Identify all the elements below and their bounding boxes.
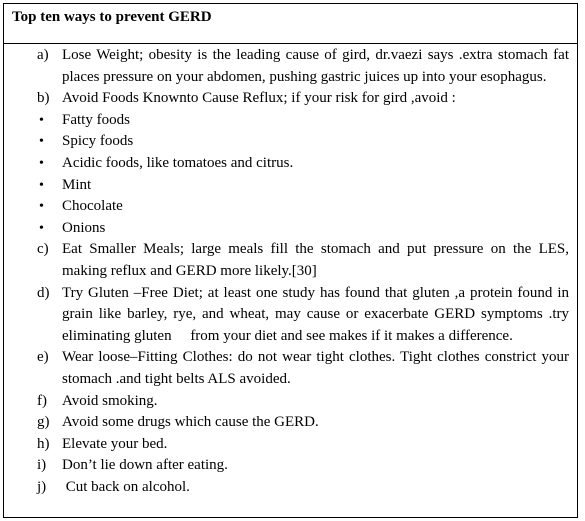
list-item-text: Cut back on alcohol. <box>62 478 190 495</box>
list-item-g <box>4 412 569 434</box>
list-marker: j) <box>37 478 47 495</box>
list-item-h <box>4 434 569 456</box>
table-body <box>4 44 577 498</box>
list-marker: f) <box>37 392 47 409</box>
bullet-icon: • <box>39 177 44 193</box>
list-item-text: Onions <box>62 219 106 236</box>
list-item-text: Spicy foods <box>62 133 134 150</box>
list-item-text: Lose Weight; obesity is the leading cause of gird, dr.vaezi says .extra stomach fat places pressure on your abdomen, pushing gastric juices up into your esophagus. <box>62 47 569 85</box>
list-item-text: Avoid Foods Knownto Cause Reflux; if your risk for gird ,avoid : <box>62 90 456 107</box>
list-item-text: Fatty foods <box>62 111 130 128</box>
list-marker: h) <box>37 435 50 452</box>
bullet-item-mint <box>4 175 569 197</box>
list-item-i <box>4 455 569 477</box>
list-item-text: Mint <box>62 176 92 193</box>
list-item-b <box>4 88 569 110</box>
list-marker: e) <box>37 349 49 366</box>
list-item-text: Avoid some drugs which cause the GERD. <box>62 414 319 431</box>
list-item-d <box>4 283 573 348</box>
bullet-icon: • <box>39 134 44 150</box>
list-item-e <box>4 347 569 390</box>
list-item-f <box>4 391 569 413</box>
list-item-text: Wear loose–Fitting Clothes: do not wear tight clothes. Tight clothes constrict your stomach .and tight belts ALS avoided. <box>62 349 569 387</box>
gerd-table <box>3 3 578 518</box>
bullet-item-fatty-foods <box>4 110 569 132</box>
list-item-text: Avoid smoking. <box>62 392 158 409</box>
list-item-text: Elevate your bed. <box>62 435 168 452</box>
list-marker: b) <box>37 90 50 107</box>
list-marker: d) <box>37 284 50 301</box>
list-item-text: Acidic foods, like tomatoes and citrus. <box>62 154 294 171</box>
list-item-text: Don’t lie down after eating. <box>62 457 228 474</box>
bullet-item-onions <box>4 218 569 240</box>
list-item-text: Try Gluten –Free Diet; at least one study has found that gluten ,a protein found in grain like barley, rye, and wheat, may cause or exacerbate GERD symptoms .try eliminating gluten from your diet and see makes if it makes a difference. <box>62 284 573 344</box>
bullet-item-acidic-foods <box>4 153 569 175</box>
bullet-icon: • <box>39 112 44 128</box>
bullet-icon: • <box>39 220 44 236</box>
list-marker: i) <box>37 457 47 474</box>
bullet-item-chocolate <box>4 196 569 218</box>
list-item-j <box>4 477 569 499</box>
list-marker: g) <box>37 414 50 431</box>
list-item-text: Eat Smaller Meals; large meals fill the stomach and put pressure on the LES, making reflux and GERD more likely.[30] <box>62 241 569 279</box>
bullet-icon: • <box>39 199 44 215</box>
list-marker: c) <box>37 241 49 258</box>
list-item-text: Chocolate <box>62 198 123 215</box>
table-title: Top ten ways to prevent GERD <box>4 4 577 44</box>
bullet-item-spicy-foods <box>4 131 569 153</box>
list-marker: a) <box>37 47 49 63</box>
list-item-c <box>4 239 569 282</box>
bullet-icon: • <box>39 155 44 171</box>
list-item-a <box>4 45 569 88</box>
